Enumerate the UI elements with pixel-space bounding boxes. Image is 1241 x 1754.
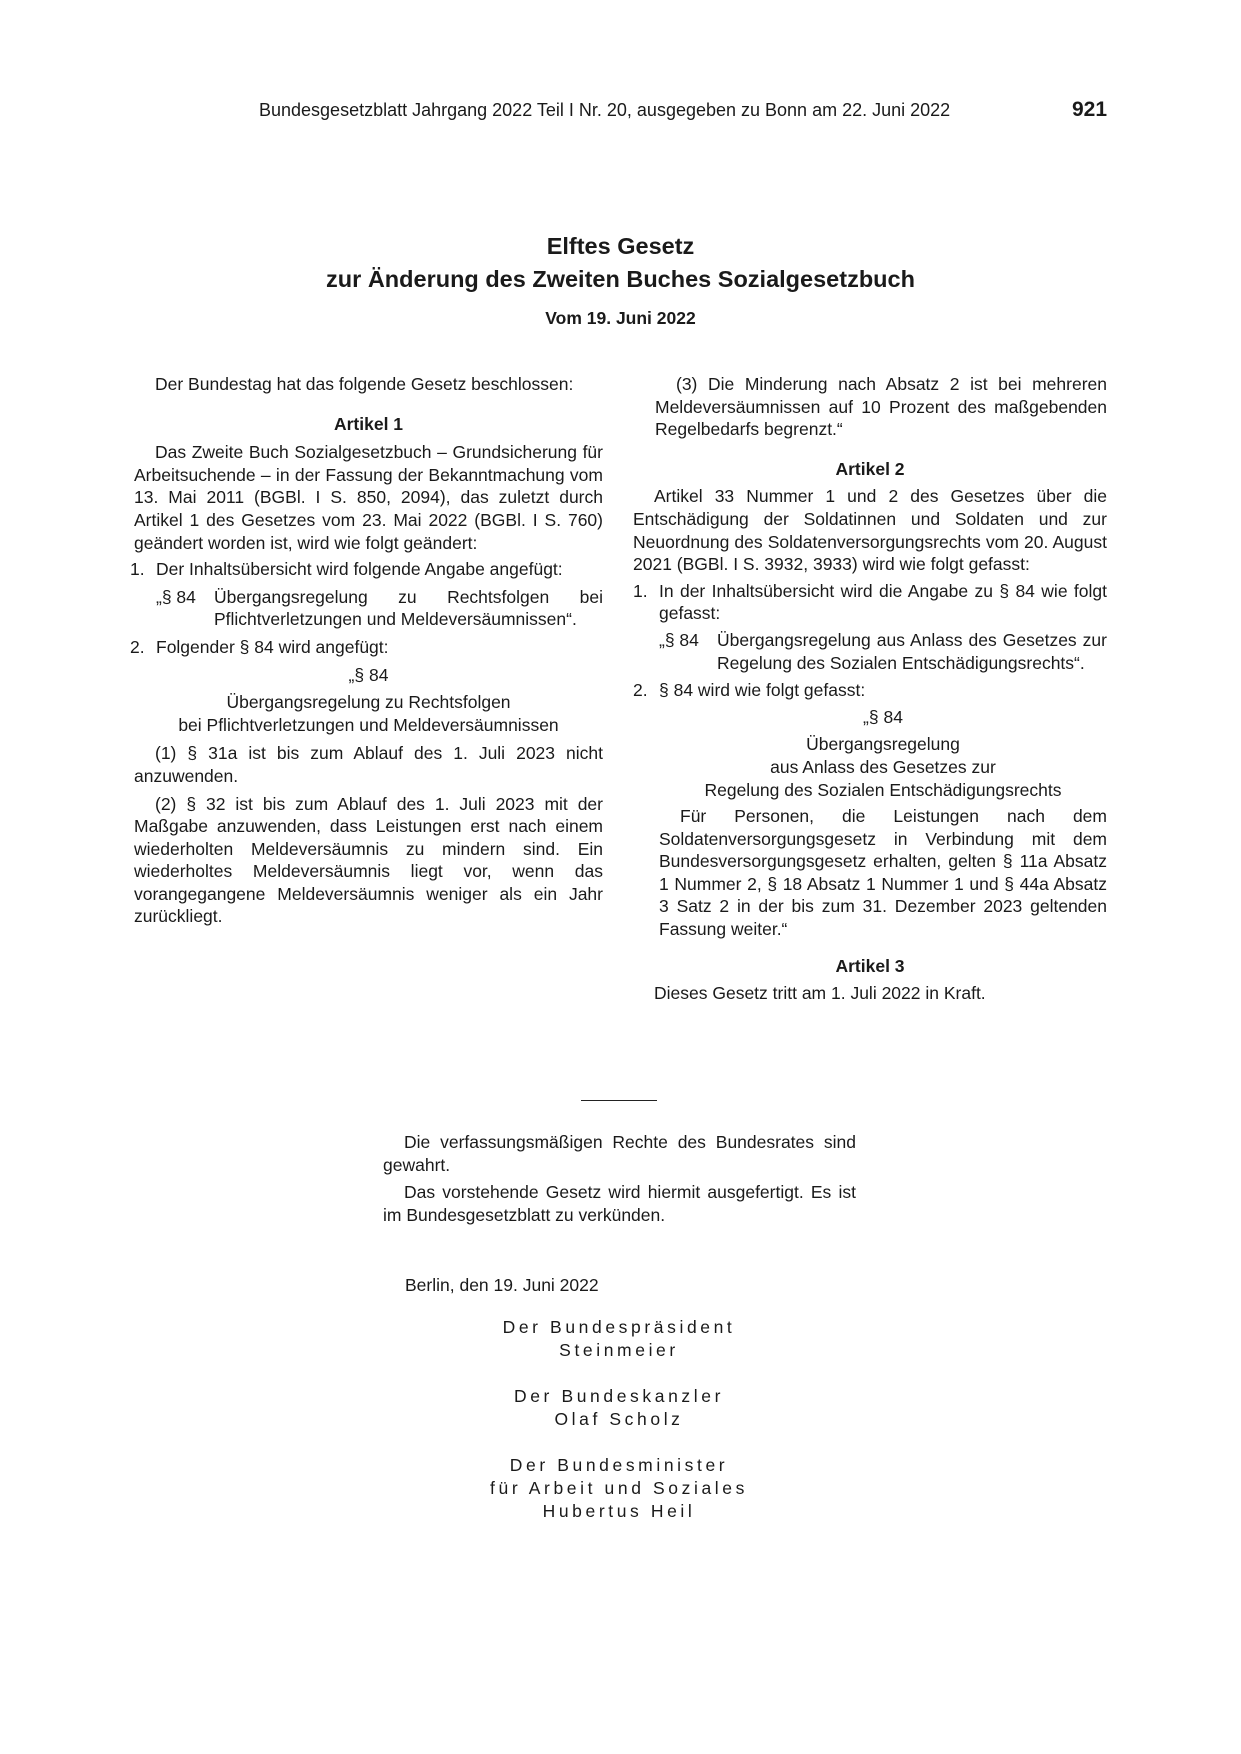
item-text: Der Inhaltsübersicht wird folgende Angabe angefügt: — [156, 559, 563, 580]
toc-section-mark: „§ 84 — [156, 586, 196, 607]
law-date: Vom 19. Juni 2022 — [545, 308, 696, 328]
absatz-2: (2) § 32 ist bis zum Ablauf des 1. Juli 2023 mit der Maßgabe anzuwenden, dass Leistungen erst nach einem wiederholten Meldeversäumnis zu mindern sind. Ein wiederholtes Meldeversäumnis liegt vor, wenn das vorangegangene Meldeversäumnis weniger als ein Jahr zurückliegt. — [134, 793, 603, 927]
artikel-1-item-1 — [130, 558, 603, 581]
artikel-1-text: Das Zweite Buch Sozialgesetzbuch – Grundsicherung für Arbeitsuchende – in der Fassung der Bekanntmachung vom 13. Mai 2011 (BGBl. I S. 850, 2094), das zuletzt durch Artikel 1 des Gesetzes vom 23. Mai 2022 (BGBl. I S. 760) geändert worden ist, wird wie folgt geändert: — [134, 442, 603, 553]
running-head: Bundesgesetzblatt Jahrgang 2022 Teil I Nr. 20, ausgegeben zu Bonn am 22. Juni 2022 — [259, 100, 951, 120]
signature-block — [403, 1316, 835, 1522]
toc-entry — [156, 586, 603, 631]
absatz-3: (3) Die Minderung nach Absatz 2 ist bei mehreren Meldeversäumnissen auf 10 Prozent des maßgebenden Regelbedarfs begrenzt.“ — [655, 374, 1107, 440]
intro-text: Der Bundestag hat das folgende Gesetz beschlossen: — [155, 374, 574, 394]
artikel-3-heading: Artikel 3 — [835, 955, 905, 976]
artikel-3-text: Dieses Gesetz tritt am 1. Juli 2022 in Kraft. — [654, 983, 986, 1004]
section-text: Für Personen, die Leistungen nach dem Soldatenversorgungsgesetz in Verbindung mit dem Bundesversorgungsgesetz erhalten, gelten § 11a Absatz 1 Nummer 2, § 18 Absatz 1 Nummer 1 und § 44a Absatz 3 Satz 2 in der bis zum 31. Dezember 2023 geltenden Fassung weiter.“ — [659, 806, 1107, 940]
signatory-name: Olaf Scholz — [554, 1408, 684, 1429]
toc-section-text: Übergangsregelung zu Rechtsfolgen bei Pflichtverletzungen und Meldeversäumnissen“. — [214, 586, 603, 630]
signatory-role: für Arbeit und Soziales — [490, 1477, 748, 1498]
toc-entry — [659, 629, 1107, 674]
section-title-line-2: aus Anlass des Gesetzes zur — [770, 756, 996, 777]
section-mark: „§ 84 — [348, 664, 389, 685]
artikel-2-item-1 — [633, 580, 1107, 625]
separator-rule — [581, 1100, 657, 1101]
law-title-line-1: Elftes Gesetz — [546, 233, 695, 259]
item-number: 1. — [130, 559, 145, 580]
section-title-line-1: Übergangsregelung — [806, 734, 960, 755]
right-column — [633, 373, 1107, 1005]
item-number: 2. — [633, 680, 648, 701]
section-mark: „§ 84 — [863, 706, 903, 727]
artikel-2-heading: Artikel 2 — [835, 458, 905, 479]
item-number: 2. — [130, 636, 145, 657]
item-text: In der Inhaltsübersicht wird die Angabe zu § 84 wie folgt gefasst: — [659, 580, 1107, 624]
absatz-1: (1) § 31a ist bis zum Ablauf des 1. Juli 2023 nicht anzuwenden. — [134, 743, 603, 786]
signatory-name: Steinmeier — [559, 1339, 679, 1360]
artikel-2-item-2 — [633, 679, 1107, 702]
page-number: 921 — [1072, 98, 1108, 121]
item-text: Folgender § 84 wird angefügt: — [156, 636, 389, 657]
toc-section-mark: „§ 84 — [659, 629, 699, 650]
closing-block — [383, 1131, 856, 1226]
signatory-role: Der Bundeskanzler — [513, 1386, 725, 1407]
item-number: 1. — [633, 580, 648, 601]
section-title-line-1: Übergangsregelung zu Rechtsfolgen — [226, 692, 511, 713]
left-column — [130, 373, 603, 928]
artikel-1-heading: Artikel 1 — [333, 413, 404, 434]
law-title — [0, 230, 1241, 296]
signatory-role: Der Bundesminister — [509, 1455, 729, 1476]
item-text: § 84 wird wie folgt gefasst: — [659, 680, 866, 701]
toc-section-text: Übergangsregelung aus Anlass des Gesetzes zur Regelung des Sozialen Entschädigungsrechts“. — [717, 629, 1107, 673]
law-title-line-2: zur Änderung des Zweiten Buches Sozialgesetzbuch — [326, 266, 915, 292]
closing-paragraph-1: Die verfassungsmäßigen Rechte des Bundesrates sind gewahrt. — [383, 1132, 856, 1175]
closing-paragraph-2: Das vorstehende Gesetz wird hiermit ausgefertigt. Es ist im Bundesgesetzblatt zu verkünden. — [383, 1182, 856, 1225]
signatory-role: Der Bundespräsident — [502, 1317, 736, 1337]
signatory-name: Hubertus Heil — [542, 1500, 696, 1521]
artikel-2-text: Artikel 33 Nummer 1 und 2 des Gesetzes über die Entschädigung der Soldatinnen und Soldaten und zur Neuordnung des Soldatenversorgungsrechts vom 20. August 2021 (BGBl. I S. 3932, 3933) wird wie folgt gefasst: — [633, 486, 1107, 575]
section-title-line-2: bei Pflichtverletzungen und Meldeversäumnissen — [178, 714, 559, 735]
artikel-1-item-2 — [130, 636, 603, 659]
place-and-date: Berlin, den 19. Juni 2022 — [405, 1275, 599, 1295]
section-title-line-3: Regelung des Sozialen Entschädigungsrechts — [704, 779, 1062, 800]
